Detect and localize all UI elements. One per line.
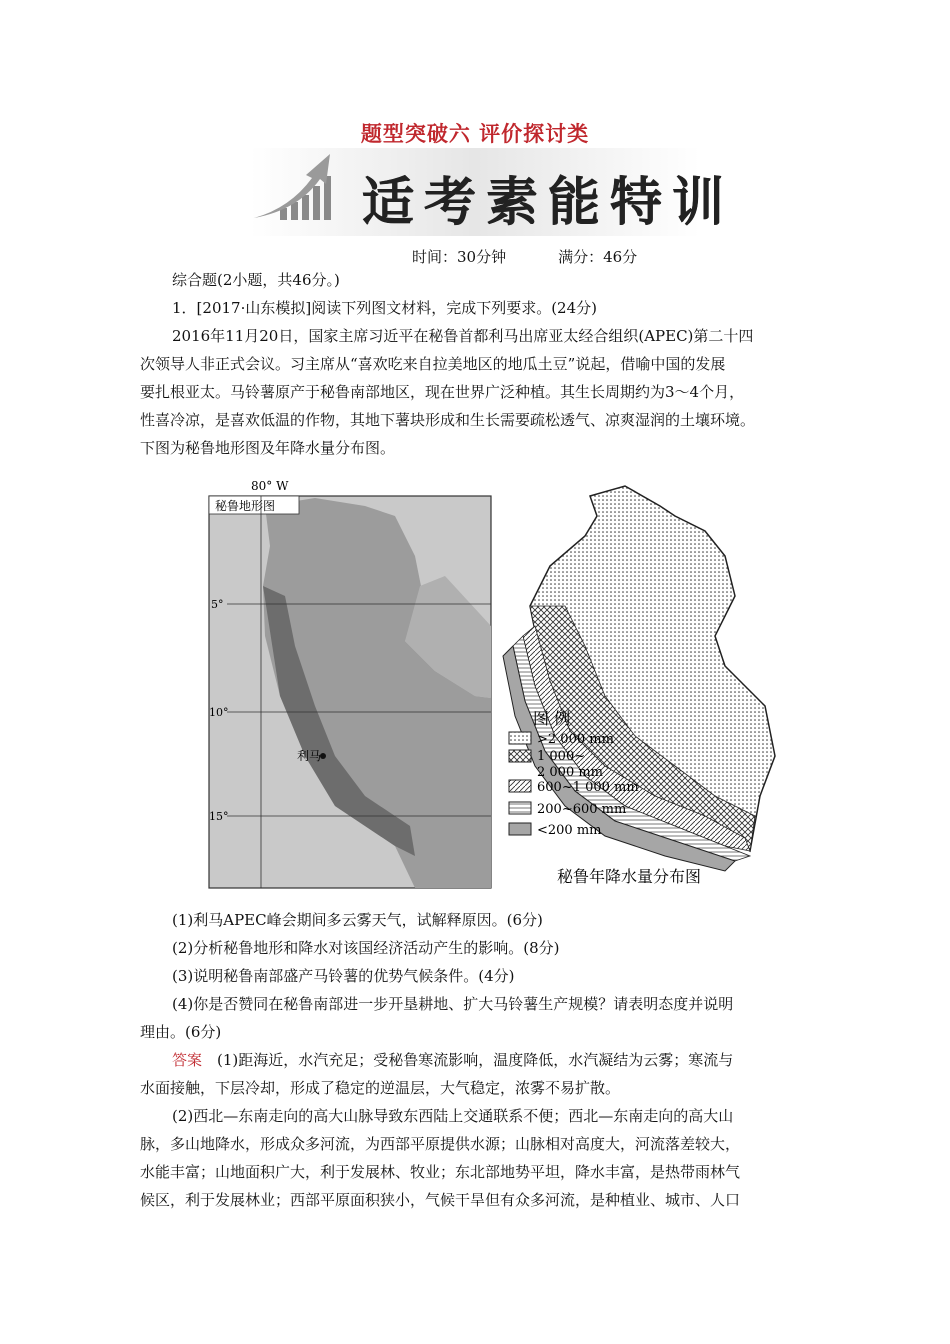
answer-1-second: 水面接触，下层冷却，形成了稳定的逆温层，大气稳定，浓雾不易扩散。	[140, 1079, 621, 1097]
full-score: 满分：46分	[558, 248, 638, 266]
question-stem: 1．[2017·山东模拟]阅读下列图文材料，完成下列要求。(24分)	[172, 299, 597, 317]
legend-label-cont: 2 000 mm	[537, 765, 604, 780]
answer-2-line: 水能丰富；山地面积广大，利于发展林、牧业；东北部地势平坦，降水丰富，是热带雨林气	[140, 1163, 741, 1181]
time-limit: 时间：30分钟	[412, 248, 507, 266]
rainfall-map	[503, 486, 775, 886]
banner-title: 适考素能特训	[362, 173, 735, 233]
subquestion: (4)你是否赞同在秘鲁南部进一步开垦耕地、扩大马铃薯生产规模？请表明态度并说明	[172, 995, 734, 1013]
passage-line: 2016年11月20日，国家主席习近平在秘鲁首都利马出席亚太经合组织(APEC)第二十四	[172, 327, 754, 345]
legend-label: <200 mm	[537, 823, 602, 838]
rain-map-caption: 秘鲁年降水量分布图	[557, 867, 702, 886]
legend-label: 1 000~	[537, 749, 586, 764]
legend-swatch-cross	[509, 750, 531, 762]
answer-label: 答案	[172, 1051, 203, 1069]
legend-label: 200~600 mm	[537, 802, 627, 817]
exam-meta	[412, 246, 689, 267]
passage-line: 要扎根亚太。马铃薯原产于秘鲁南部地区，现在世界广泛种植。其生长周期约为3～4个月，	[140, 383, 745, 401]
answer-2-line: 脉，多山地降水，形成众多河流，为西部平原提供水源；山脉相对高度大，河流落差较大，	[140, 1135, 741, 1153]
lat-label-5: 5°	[211, 598, 224, 611]
subquestion: 理由。(6分)	[140, 1023, 222, 1041]
answer-2-line: (2)西北—东南走向的高大山脉导致东西陆上交通联系不便；西北—东南走向的高大山	[172, 1107, 734, 1125]
legend-label: 600~1 000 mm	[537, 780, 639, 795]
intro-line: 综合题(2小题，共46分。)	[172, 271, 340, 289]
longitude-label: 80° W	[251, 479, 289, 493]
legend-title: 图 例	[533, 709, 571, 728]
answer-2-line: 候区，利于发展林业；西部平原面积狭小，气候干旱但有众多河流，是种植业、城市、人口	[140, 1191, 741, 1209]
legend-swatch-gray	[509, 823, 531, 835]
subquestion: (1)利马APEC峰会期间多云雾天气，试解释原因。(6分)	[172, 911, 543, 929]
legend-swatch-diag	[509, 780, 531, 792]
legend-swatch-horiz	[509, 802, 531, 814]
terrain-map-title: 秘鲁地形图	[215, 499, 276, 513]
answer-1-first	[172, 1046, 733, 1074]
passage-line: 次领导人非正式会议。习主席从“喜欢吃来自拉美地区的地瓜土豆”说起，借喻中国的发展	[140, 355, 726, 373]
lat-label-10: 10°	[209, 706, 229, 719]
subquestion: (3)说明秘鲁南部盛产马铃薯的优势气候条件。(4分)	[172, 967, 515, 985]
answer-text: (1)距海近，水汽充足；受秘鲁寒流影响，温度降低，水汽凝结为云雾；寒流与	[217, 1051, 734, 1069]
map-figure	[205, 466, 785, 896]
lima-label: 利马	[297, 749, 322, 763]
subquestion: (2)分析秘鲁地形和降水对该国经济活动产生的影响。(8分)	[172, 939, 560, 957]
terrain-map	[209, 479, 491, 888]
legend-label: >2 000 mm	[537, 732, 614, 747]
lat-label-15: 15°	[209, 810, 229, 823]
passage-line: 性喜冷凉，是喜欢低温的作物，其地下薯块形成和生长需要疏松透气、凉爽湿润的土壤环境。	[140, 411, 756, 429]
legend-swatch-dots	[509, 732, 531, 744]
passage-line: 下图为秘鲁地形图及年降水量分布图。	[140, 439, 396, 457]
page-title: 题型突破六 评价探讨类	[360, 121, 590, 146]
